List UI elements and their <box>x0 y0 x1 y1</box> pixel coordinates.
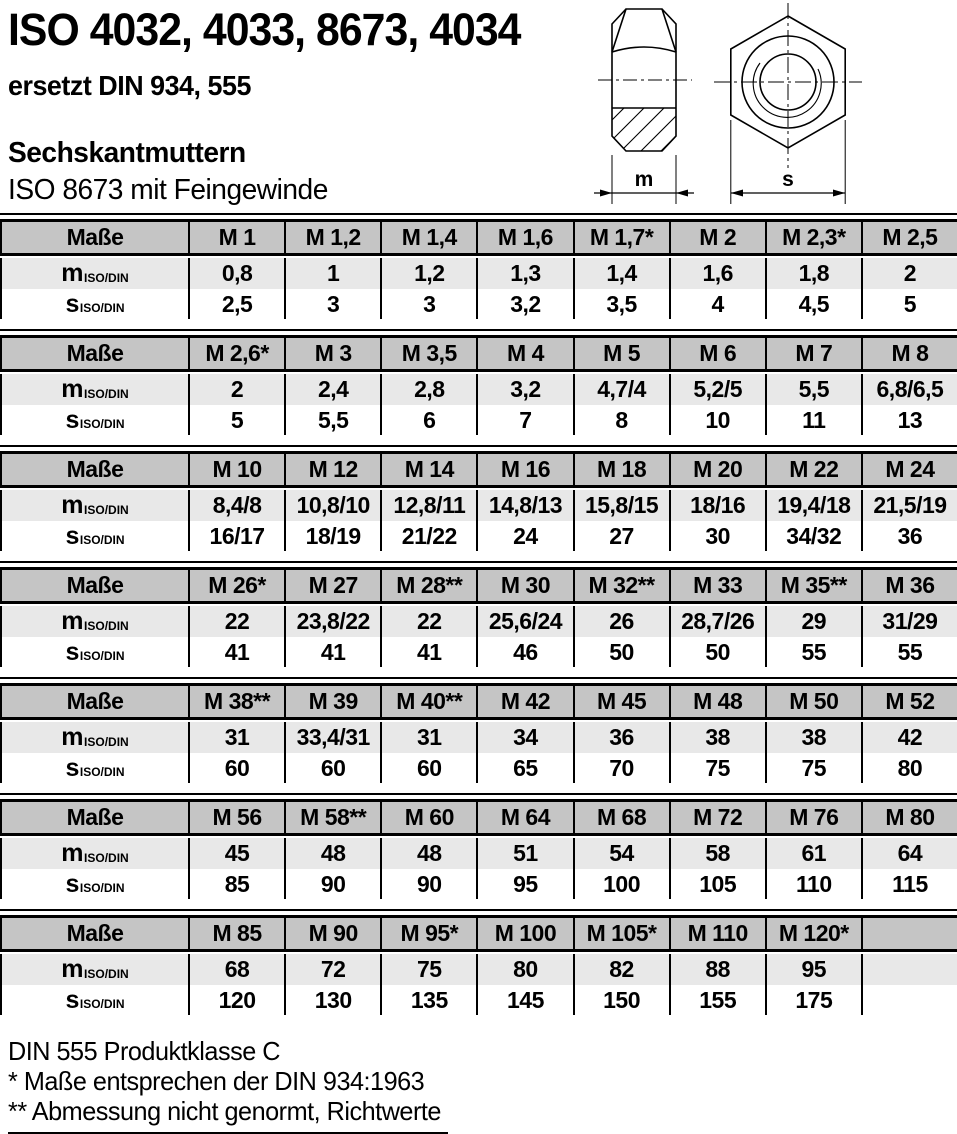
value-cell: 31/29 <box>861 606 957 637</box>
value-cell: 5,5 <box>765 374 861 405</box>
size-header-cell: M 95* <box>380 918 476 949</box>
value-cell: 88 <box>669 954 765 985</box>
nut-side-view-drawing <box>588 0 708 212</box>
corner-header-cell: Maße <box>0 802 188 833</box>
size-header-cell: M 68 <box>573 802 669 833</box>
value-cell: 8 <box>573 405 669 435</box>
size-header-cell: M 38** <box>188 686 284 717</box>
dimension-tables <box>0 213 957 1025</box>
row-label-s <box>0 405 188 435</box>
value-cell: 50 <box>669 637 765 667</box>
value-cell: 5 <box>188 405 284 435</box>
row-label-m <box>0 722 188 753</box>
nut-height-row <box>0 490 957 521</box>
value-cell: 48 <box>284 838 380 869</box>
title-block <box>8 4 608 207</box>
row-label-base: m <box>61 375 84 403</box>
size-header-cell: M 10 <box>188 454 284 485</box>
row-label-subscript: ISO/DIN <box>79 533 125 547</box>
value-cell: 4,7/4 <box>573 374 669 405</box>
row-label-m <box>0 258 188 289</box>
row-label-s <box>0 521 188 551</box>
value-cell: 2,5 <box>188 289 284 319</box>
row-label-base: s <box>65 985 79 1014</box>
value-cell: 8,4/8 <box>188 490 284 521</box>
value-cell: 1,3 <box>476 258 572 289</box>
size-header-cell: M 4 <box>476 338 572 369</box>
size-header-cell: M 16 <box>476 454 572 485</box>
size-header-cell: M 12 <box>284 454 380 485</box>
corner-header-cell: Maße <box>0 454 188 485</box>
value-cell: 3,5 <box>573 289 669 319</box>
value-cell: 16/17 <box>188 521 284 551</box>
dimension-table <box>0 561 957 667</box>
value-cell: 85 <box>188 869 284 899</box>
value-cell: 41 <box>188 637 284 667</box>
value-cell: 1 <box>284 258 380 289</box>
value-cell: 18/16 <box>669 490 765 521</box>
row-label-base: s <box>65 753 79 782</box>
size-header-cell: M 110 <box>669 918 765 949</box>
dimension-table <box>0 793 957 899</box>
width-across-flats-row <box>0 637 957 667</box>
value-cell: 10,8/10 <box>284 490 380 521</box>
row-label-s <box>0 985 188 1015</box>
size-header-cell: M 24 <box>861 454 957 485</box>
nut-height-row <box>0 954 957 985</box>
width-across-flats-row <box>0 405 957 435</box>
size-header-cell: M 33 <box>669 570 765 601</box>
value-cell: 90 <box>284 869 380 899</box>
table-header-row <box>0 454 957 485</box>
size-header-cell: M 52 <box>861 686 957 717</box>
value-cell: 38 <box>765 722 861 753</box>
size-header-cell: M 76 <box>765 802 861 833</box>
row-label-base: s <box>65 869 79 898</box>
size-header-cell: M 100 <box>476 918 572 949</box>
nut-height-row <box>0 606 957 637</box>
corner-header-cell: Maße <box>0 686 188 717</box>
value-cell: 60 <box>380 753 476 783</box>
value-cell: 27 <box>573 521 669 551</box>
value-cell: 24 <box>476 521 572 551</box>
size-header-cell: M 20 <box>669 454 765 485</box>
size-header-cell: M 32** <box>573 570 669 601</box>
value-cell: 2,8 <box>380 374 476 405</box>
value-cell: 75 <box>669 753 765 783</box>
value-cell: 21/22 <box>380 521 476 551</box>
corner-header-cell: Maße <box>0 222 188 253</box>
value-cell: 46 <box>476 637 572 667</box>
value-cell: 64 <box>861 838 957 869</box>
value-cell: 26 <box>573 606 669 637</box>
value-cell: 18/19 <box>284 521 380 551</box>
value-cell: 115 <box>861 869 957 899</box>
nut-technical-drawings <box>588 0 957 212</box>
value-cell: 38 <box>669 722 765 753</box>
value-cell: 19,4/18 <box>765 490 861 521</box>
row-label-base: m <box>61 839 84 867</box>
size-header-cell: M 18 <box>573 454 669 485</box>
product-name: Sechskantmuttern <box>8 137 246 169</box>
size-header-cell: M 50 <box>765 686 861 717</box>
size-header-cell: M 1 <box>188 222 284 253</box>
value-cell: 55 <box>765 637 861 667</box>
page-title: ISO 4032, 4033, 8673, 4034 <box>8 4 521 55</box>
product-subtitle: ISO 8673 mit Feingewinde <box>8 174 328 206</box>
size-header-cell: M 90 <box>284 918 380 949</box>
corner-header-cell: Maße <box>0 918 188 949</box>
dimension-label-m: m <box>634 168 654 191</box>
table-header-row <box>0 686 957 717</box>
value-cell: 61 <box>765 838 861 869</box>
size-header-cell: M 58** <box>284 802 380 833</box>
row-label-subscript: ISO/DIN <box>79 417 125 431</box>
value-cell: 6,8/6,5 <box>861 374 957 405</box>
size-header-cell: M 2,5 <box>861 222 957 253</box>
value-cell: 6 <box>380 405 476 435</box>
value-cell: 55 <box>861 637 957 667</box>
row-label-m <box>0 490 188 521</box>
value-cell <box>861 985 957 1015</box>
table-header-row <box>0 338 957 369</box>
value-cell: 175 <box>765 985 861 1015</box>
row-label-subscript: ISO/DIN <box>84 619 129 633</box>
row-label-m <box>0 606 188 637</box>
row-label-subscript: ISO/DIN <box>79 765 125 779</box>
value-cell: 5,2/5 <box>669 374 765 405</box>
value-cell: 31 <box>188 722 284 753</box>
footnote-double-asterisk: ** Abmessung nicht genormt, Richtwerte <box>8 1096 441 1126</box>
row-label-s <box>0 289 188 319</box>
value-cell: 68 <box>188 954 284 985</box>
value-cell: 95 <box>765 954 861 985</box>
row-label-m <box>0 838 188 869</box>
value-cell: 75 <box>380 954 476 985</box>
size-header-cell: M 56 <box>188 802 284 833</box>
row-label-s <box>0 637 188 667</box>
value-cell: 22 <box>188 606 284 637</box>
size-header-cell: M 30 <box>476 570 572 601</box>
size-header-cell: M 1,6 <box>476 222 572 253</box>
value-cell: 130 <box>284 985 380 1015</box>
size-header-cell: M 48 <box>669 686 765 717</box>
row-label-base: m <box>61 491 84 519</box>
nut-height-row <box>0 838 957 869</box>
size-header-cell: M 39 <box>284 686 380 717</box>
value-cell: 31 <box>380 722 476 753</box>
row-label-base: s <box>65 405 79 434</box>
size-header-cell: M 28** <box>380 570 476 601</box>
page-subtitle: ersetzt DIN 934, 555 <box>8 70 251 101</box>
value-cell: 145 <box>476 985 572 1015</box>
value-cell: 1,6 <box>669 258 765 289</box>
nut-height-row <box>0 722 957 753</box>
value-cell: 1,8 <box>765 258 861 289</box>
table-header-row <box>0 918 957 949</box>
row-label-subscript: ISO/DIN <box>79 881 125 895</box>
nut-height-row <box>0 374 957 405</box>
size-header-cell: M 5 <box>573 338 669 369</box>
row-label-base: m <box>61 723 84 751</box>
size-header-cell: M 72 <box>669 802 765 833</box>
value-cell: 33,4/31 <box>284 722 380 753</box>
value-cell: 60 <box>188 753 284 783</box>
value-cell: 75 <box>765 753 861 783</box>
width-across-flats-row <box>0 985 957 1015</box>
value-cell: 22 <box>380 606 476 637</box>
dimension-table <box>0 445 957 551</box>
dimension-table <box>0 329 957 435</box>
value-cell: 42 <box>861 722 957 753</box>
row-label-base: m <box>61 607 84 635</box>
size-header-cell: M 120* <box>765 918 861 949</box>
size-header-cell <box>861 918 957 949</box>
size-header-cell: M 2,6* <box>188 338 284 369</box>
size-header-cell: M 26* <box>188 570 284 601</box>
dimension-table <box>0 909 957 1015</box>
value-cell: 80 <box>476 954 572 985</box>
size-header-cell: M 7 <box>765 338 861 369</box>
value-cell: 34 <box>476 722 572 753</box>
value-cell: 7 <box>476 405 572 435</box>
row-label-subscript: ISO/DIN <box>84 387 129 401</box>
footnote-product-class: DIN 555 Produktklasse C <box>8 1036 280 1066</box>
width-across-flats-row <box>0 869 957 899</box>
size-header-cell: M 105* <box>573 918 669 949</box>
value-cell: 3,2 <box>476 374 572 405</box>
value-cell: 72 <box>284 954 380 985</box>
corner-header-cell: Maße <box>0 338 188 369</box>
value-cell: 65 <box>476 753 572 783</box>
table-header-row <box>0 802 957 833</box>
value-cell: 4,5 <box>765 289 861 319</box>
size-header-cell: M 3,5 <box>380 338 476 369</box>
size-header-cell: M 6 <box>669 338 765 369</box>
dimension-table <box>0 213 957 319</box>
corner-header-cell: Maße <box>0 570 188 601</box>
value-cell: 95 <box>476 869 572 899</box>
value-cell: 1,4 <box>573 258 669 289</box>
value-cell: 58 <box>669 838 765 869</box>
value-cell: 155 <box>669 985 765 1015</box>
table-header-row <box>0 570 957 601</box>
row-label-subscript: ISO/DIN <box>79 649 125 663</box>
value-cell: 45 <box>188 838 284 869</box>
value-cell: 100 <box>573 869 669 899</box>
value-cell: 3 <box>284 289 380 319</box>
dimension-label-s: s <box>782 168 794 191</box>
value-cell: 150 <box>573 985 669 1015</box>
size-header-cell: M 36 <box>861 570 957 601</box>
row-label-subscript: ISO/DIN <box>84 735 129 749</box>
row-label-s <box>0 753 188 783</box>
value-cell: 29 <box>765 606 861 637</box>
value-cell: 41 <box>380 637 476 667</box>
row-label-m <box>0 954 188 985</box>
value-cell: 5,5 <box>284 405 380 435</box>
value-cell: 34/32 <box>765 521 861 551</box>
value-cell: 5 <box>861 289 957 319</box>
value-cell: 54 <box>573 838 669 869</box>
size-header-cell: M 60 <box>380 802 476 833</box>
value-cell: 10 <box>669 405 765 435</box>
size-header-cell: M 3 <box>284 338 380 369</box>
value-cell: 41 <box>284 637 380 667</box>
size-header-cell: M 8 <box>861 338 957 369</box>
size-header-cell: M 1,4 <box>380 222 476 253</box>
size-header-cell: M 27 <box>284 570 380 601</box>
width-across-flats-row <box>0 289 957 319</box>
value-cell: 2 <box>188 374 284 405</box>
value-cell: 36 <box>573 722 669 753</box>
value-cell: 2 <box>861 258 957 289</box>
value-cell: 13 <box>861 405 957 435</box>
row-label-subscript: ISO/DIN <box>79 997 125 1011</box>
size-header-cell: M 1,2 <box>284 222 380 253</box>
value-cell: 2,4 <box>284 374 380 405</box>
size-header-cell: M 22 <box>765 454 861 485</box>
value-cell: 60 <box>284 753 380 783</box>
row-label-base: m <box>61 259 84 287</box>
size-header-cell: M 2,3* <box>765 222 861 253</box>
value-cell: 14,8/13 <box>476 490 572 521</box>
row-label-subscript: ISO/DIN <box>79 301 125 315</box>
value-cell: 48 <box>380 838 476 869</box>
value-cell: 0,8 <box>188 258 284 289</box>
size-header-cell: M 80 <box>861 802 957 833</box>
footnote-single-asterisk: * Maße entsprechen der DIN 934:1963 <box>8 1066 425 1096</box>
value-cell: 21,5/19 <box>861 490 957 521</box>
value-cell: 110 <box>765 869 861 899</box>
table-header-row <box>0 222 957 253</box>
value-cell: 36 <box>861 521 957 551</box>
value-cell: 3,2 <box>476 289 572 319</box>
row-label-s <box>0 869 188 899</box>
size-header-cell: M 42 <box>476 686 572 717</box>
size-header-cell: M 14 <box>380 454 476 485</box>
value-cell: 1,2 <box>380 258 476 289</box>
row-label-subscript: ISO/DIN <box>84 503 129 517</box>
nut-height-row <box>0 258 957 289</box>
value-cell: 105 <box>669 869 765 899</box>
row-label-base: m <box>61 955 84 983</box>
value-cell: 120 <box>188 985 284 1015</box>
value-cell: 50 <box>573 637 669 667</box>
value-cell: 80 <box>861 753 957 783</box>
size-header-cell: M 2 <box>669 222 765 253</box>
row-label-base: s <box>65 289 79 318</box>
value-cell: 25,6/24 <box>476 606 572 637</box>
width-across-flats-row <box>0 753 957 783</box>
footnotes <box>8 1036 608 1134</box>
value-cell: 30 <box>669 521 765 551</box>
size-header-cell: M 1,7* <box>573 222 669 253</box>
row-label-subscript: ISO/DIN <box>84 851 129 865</box>
width-across-flats-row <box>0 521 957 551</box>
value-cell: 51 <box>476 838 572 869</box>
size-header-cell: M 45 <box>573 686 669 717</box>
row-label-base: s <box>65 637 79 666</box>
value-cell: 70 <box>573 753 669 783</box>
value-cell: 135 <box>380 985 476 1015</box>
value-cell: 12,8/11 <box>380 490 476 521</box>
value-cell <box>861 954 957 985</box>
row-label-m <box>0 374 188 405</box>
dimension-table <box>0 677 957 783</box>
value-cell: 4 <box>669 289 765 319</box>
row-label-subscript: ISO/DIN <box>84 271 129 285</box>
size-header-cell: M 85 <box>188 918 284 949</box>
value-cell: 28,7/26 <box>669 606 765 637</box>
value-cell: 90 <box>380 869 476 899</box>
value-cell: 15,8/15 <box>573 490 669 521</box>
size-header-cell: M 35** <box>765 570 861 601</box>
size-header-cell: M 40** <box>380 686 476 717</box>
row-label-base: s <box>65 521 79 550</box>
value-cell: 82 <box>573 954 669 985</box>
value-cell: 3 <box>380 289 476 319</box>
value-cell: 23,8/22 <box>284 606 380 637</box>
nut-front-view-drawing <box>708 0 868 212</box>
value-cell: 11 <box>765 405 861 435</box>
size-header-cell: M 64 <box>476 802 572 833</box>
row-label-subscript: ISO/DIN <box>84 967 129 981</box>
